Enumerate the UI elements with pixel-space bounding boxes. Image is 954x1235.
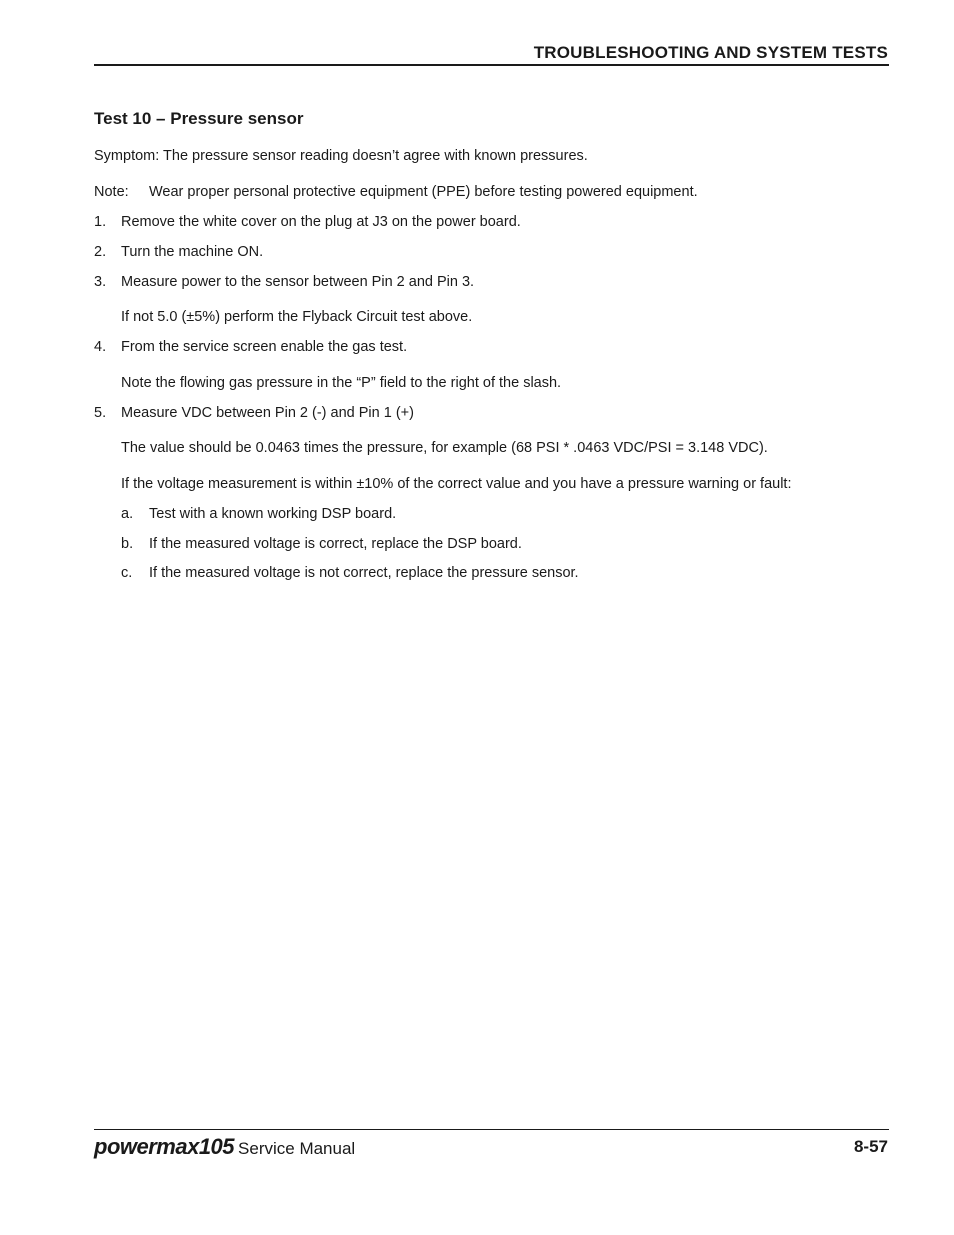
page-number: 8-57 [853, 1137, 888, 1156]
substep-text: Test with a known working DSP board. [149, 506, 397, 522]
footer-divider [94, 1129, 889, 1130]
footer-subtitle: Service Manual [238, 1139, 356, 1158]
step-number: 1. [94, 214, 107, 230]
step-detail: Note the flowing gas pressure in the “P” field to the right of the slash. [121, 375, 562, 391]
brand-logo-text: powermax105 [94, 1134, 235, 1159]
step-text: Turn the machine ON. [121, 244, 264, 260]
step-text: Measure power to the sensor between Pin 2 and Pin 3. [121, 274, 475, 290]
step-detail: If the voltage measurement is within ±10% of the correct value and you have a pressure warning or fault: [121, 476, 792, 492]
note-label: Note: [94, 184, 129, 200]
note-text: Wear proper personal protective equipment (PPE) before testing powered equipment. [149, 184, 698, 200]
substep-letter: b. [121, 536, 134, 552]
substep-letter: a. [121, 506, 134, 522]
substep-text: If the measured voltage is not correct, replace the pressure sensor. [149, 565, 579, 581]
step-number: 5. [94, 405, 107, 421]
header-divider [94, 64, 889, 66]
footer-brand [94, 1134, 355, 1160]
step-number: 4. [94, 339, 107, 355]
step-number: 2. [94, 244, 107, 260]
substep-letter: c. [121, 565, 133, 581]
step-text: From the service screen enable the gas test. [121, 339, 408, 355]
step-text: Measure VDC between Pin 2 (-) and Pin 1 (+) [121, 405, 414, 421]
substep-text: If the measured voltage is correct, replace the DSP board. [149, 536, 522, 552]
symptom-text: Symptom: The pressure sensor reading doesn’t agree with known pressures. [94, 148, 588, 164]
section-title: Test 10 – Pressure sensor [94, 109, 304, 128]
step-number: 3. [94, 274, 107, 290]
step-detail: If not 5.0 (±5%) perform the Flyback Circuit test above. [121, 309, 473, 325]
step-text: Remove the white cover on the plug at J3 on the power board. [121, 214, 521, 230]
step-detail: The value should be 0.0463 times the pressure, for example (68 PSI * .0463 VDC/PSI = 3.148 VDC). [121, 440, 768, 456]
header-title: TROUBLESHOOTING AND SYSTEM TESTS [533, 43, 888, 62]
